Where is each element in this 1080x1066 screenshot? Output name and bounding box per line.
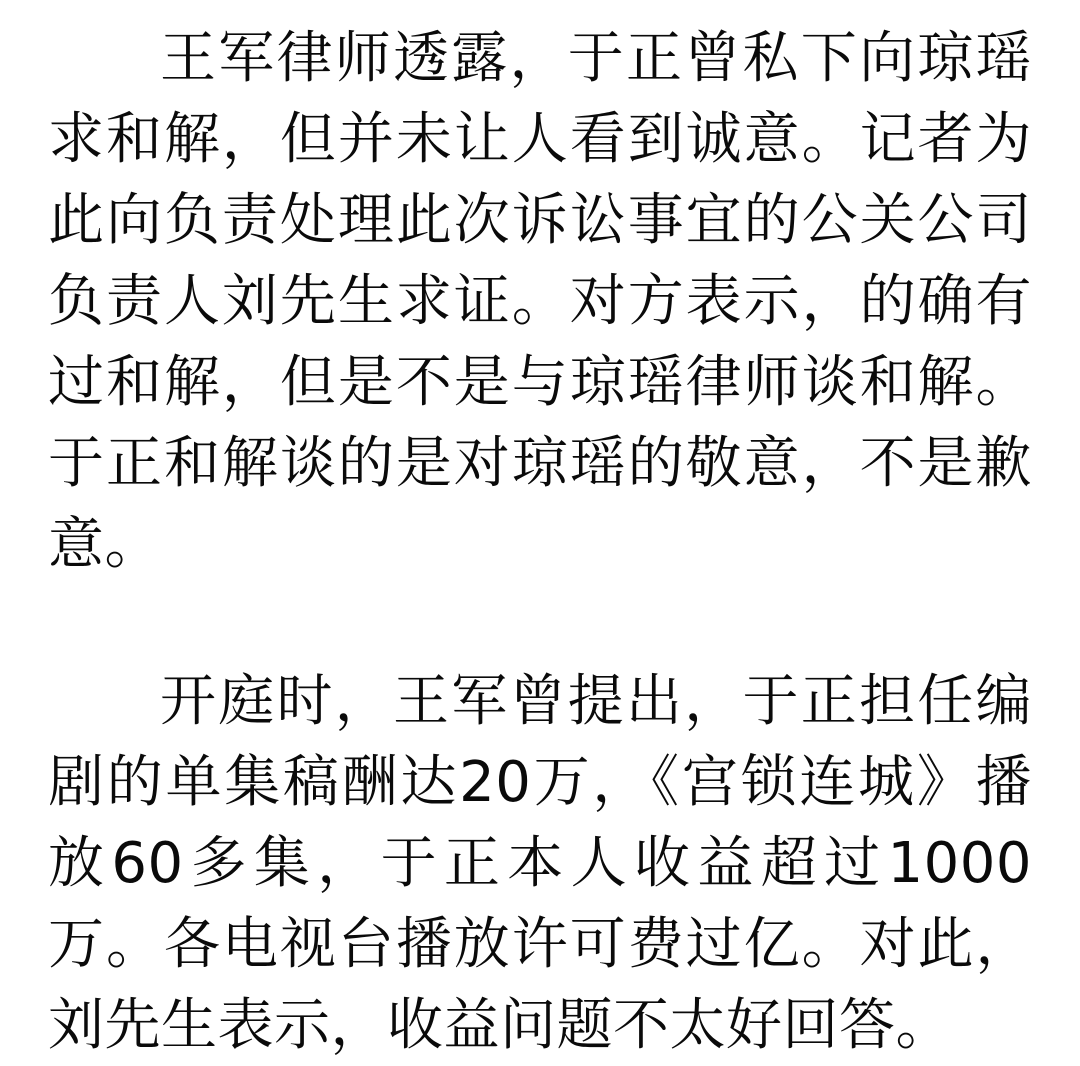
paragraph-2: 开庭时，王军曾提出，于正担任编剧的单集稿酬达20万，《宫锁连城》播放60多集，于正本人收益超过1000万。各电视台播放许可费过亿。对此，刘先生表示，收益问题不太好回答。 <box>48 669 1032 1058</box>
paragraph-1: 王军律师透露，于正曾私下向琼瑶求和解，但并未让人看到诚意。记者为此向负责处理此次诉讼事宜的公关公司负责人刘先生求证。对方表示，的确有过和解，但是不是与琼瑶律师谈和解。于正和解谈的是对琼瑶的敬意，不是歉意。 <box>48 26 1032 577</box>
